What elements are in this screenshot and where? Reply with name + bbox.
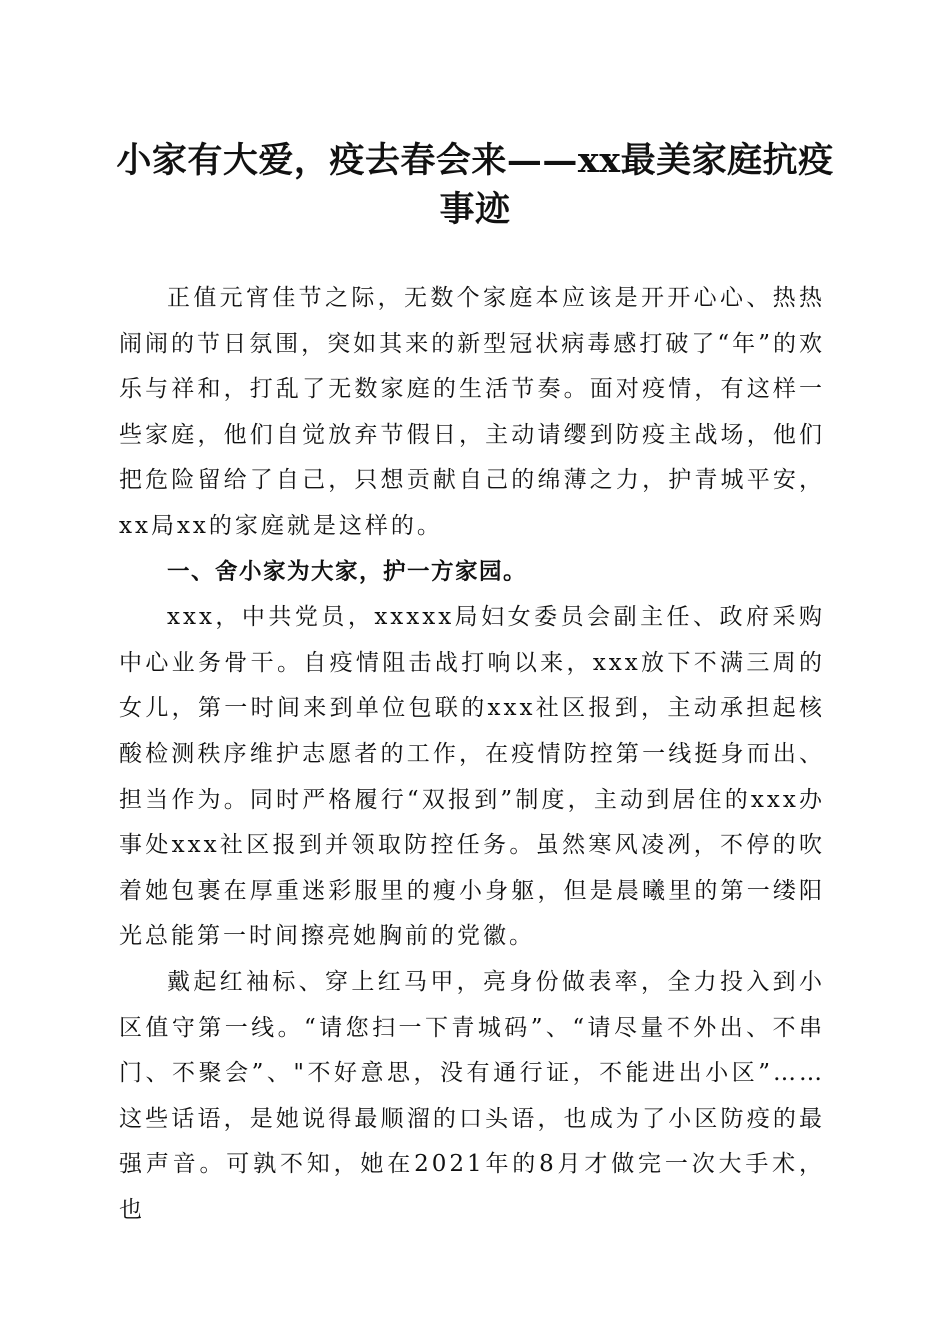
document-title: 小家有大爱，疫去春会来——xx最美家庭抗疫事迹 xyxy=(116,140,834,230)
section-heading-1: 一、舍小家为大家，护一方家园。 xyxy=(167,558,528,585)
document-body xyxy=(119,276,825,1233)
paragraph-intro: 正值元宵佳节之际，无数个家庭本应该是开开心心、热热闹闹的节日氛围，突如其来的新型冠状病毒感打破了“年”的欢乐与祥和，打乱了无数家庭的生活节奏。面对疫情，有这样一些家庭，他们自觉放弃节假日，主动请缨到防疫主战场，他们把危险留给了自己，只想贡献自己的绵薄之力，护青城平安，xx局xx的家庭就是这样的。 xyxy=(119,285,825,539)
paragraph-profile: xxx，中共党员，xxxxx局妇女委员会副主任、政府采购中心业务骨干。自疫情阻击战打响以来，xxx放下不满三周的女儿，第一时间来到单位包联的xxx社区报到，主动承担起核酸检测秩序维护志愿者的工作，在疫情防控第一线挺身而出、担当作为。同时严格履行“双报到”制度，主动到居住的xxx办事处xxx社区报到并领取防控任务。虽然寒风凌冽，不停的吹着她包裹在厚重迷彩服里的瘦小身躯，但是晨曦里的第一缕阳光总能第一时间擦亮她胸前的党徽。 xyxy=(119,604,825,950)
paragraph-duty: 戴起红袖标、穿上红马甲，亮身份做表率，全力投入到小区值守第一线。“请您扫一下青城码”、“请尽量不外出、不串门、不聚会”、"不好意思，没有通行证，不能进出小区”……这些话语，是她说得最顺溜的口头语，也成为了小区防疫的最强声音。可孰不知，她在2021年的8月才做完一次大手术，也 xyxy=(119,968,825,1223)
